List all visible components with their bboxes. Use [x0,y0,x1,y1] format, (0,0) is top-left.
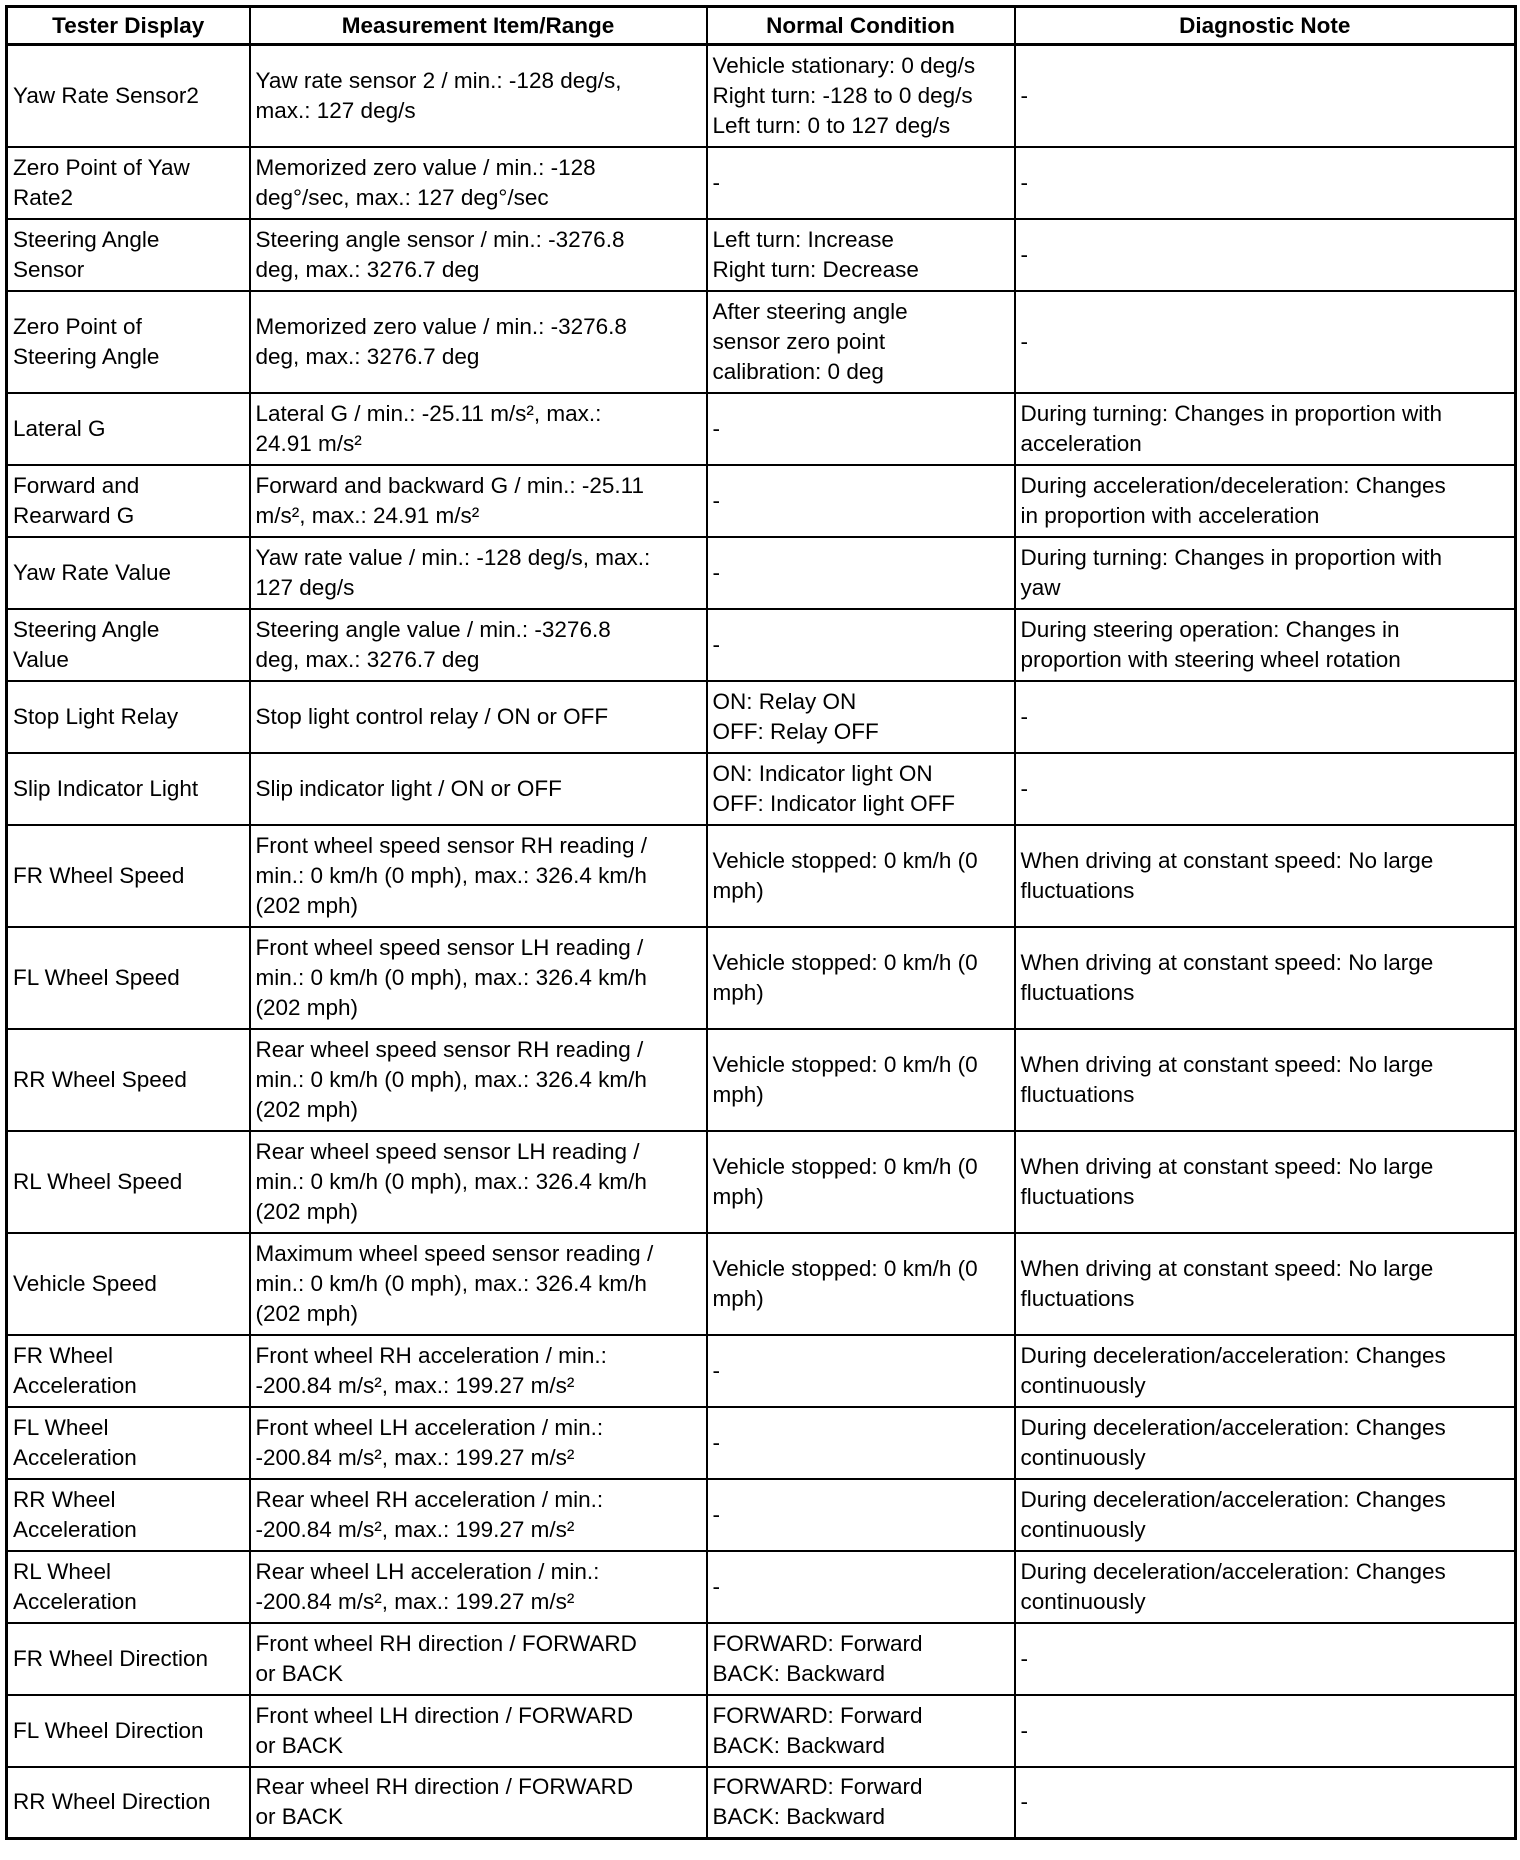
cell-measurement-item: Lateral G / min.: -25.11 m/s², max.: 24.91 m/s² [250,393,707,465]
cell-normal-condition: Vehicle stationary: 0 deg/s Right turn: -128 to 0 deg/s Left turn: 0 to 127 deg/s [707,45,1015,147]
table-row [7,291,1516,393]
cell-diagnostic-note: During turning: Changes in proportion with acceleration [1015,393,1516,465]
cell-measurement-item: Rear wheel RH direction / FORWARD or BACK [250,1767,707,1839]
table-row [7,1479,1516,1551]
table-row [7,537,1516,609]
cell-diagnostic-note: When driving at constant speed: No large fluctuations [1015,1233,1516,1335]
cell-diagnostic-note: - [1015,147,1516,219]
cell-measurement-item: Front wheel RH acceleration / min.: -200.84 m/s², max.: 199.27 m/s² [250,1335,707,1407]
cell-tester-display: FR Wheel Direction [7,1623,250,1695]
cell-diagnostic-note: - [1015,753,1516,825]
table-row [7,1407,1516,1479]
cell-diagnostic-note: When driving at constant speed: No large fluctuations [1015,927,1516,1029]
cell-tester-display: Steering Angle Sensor [7,219,250,291]
cell-normal-condition: FORWARD: Forward BACK: Backward [707,1695,1015,1767]
header-measurement-item: Measurement Item/Range [250,7,707,45]
cell-tester-display: FR Wheel Speed [7,825,250,927]
cell-measurement-item: Front wheel speed sensor LH reading / min.: 0 km/h (0 mph), max.: 326.4 km/h (202 mph) [250,927,707,1029]
cell-diagnostic-note: During deceleration/acceleration: Changes continuously [1015,1335,1516,1407]
cell-normal-condition: ON: Indicator light ON OFF: Indicator light OFF [707,753,1015,825]
cell-measurement-item: Front wheel LH direction / FORWARD or BACK [250,1695,707,1767]
cell-measurement-item: Steering angle sensor / min.: -3276.8 deg, max.: 3276.7 deg [250,219,707,291]
cell-normal-condition: - [707,147,1015,219]
cell-normal-condition: - [707,393,1015,465]
table-row [7,1623,1516,1695]
table-row [7,1131,1516,1233]
cell-normal-condition: Vehicle stopped: 0 km/h (0 mph) [707,1131,1015,1233]
cell-diagnostic-note: During deceleration/acceleration: Changes continuously [1015,1551,1516,1623]
cell-tester-display: FL Wheel Direction [7,1695,250,1767]
cell-measurement-item: Forward and backward G / min.: -25.11 m/s², max.: 24.91 m/s² [250,465,707,537]
table-row [7,753,1516,825]
cell-measurement-item: Front wheel RH direction / FORWARD or BACK [250,1623,707,1695]
cell-measurement-item: Slip indicator light / ON or OFF [250,753,707,825]
cell-measurement-item: Rear wheel LH acceleration / min.: -200.84 m/s², max.: 199.27 m/s² [250,1551,707,1623]
cell-tester-display: Forward and Rearward G [7,465,250,537]
cell-normal-condition: - [707,609,1015,681]
data-list-table-container [5,5,1514,1840]
cell-diagnostic-note: - [1015,1695,1516,1767]
table-row [7,1695,1516,1767]
table-row [7,393,1516,465]
cell-diagnostic-note: During turning: Changes in proportion with yaw [1015,537,1516,609]
cell-diagnostic-note: - [1015,1623,1516,1695]
cell-tester-display: Lateral G [7,393,250,465]
cell-normal-condition: Vehicle stopped: 0 km/h (0 mph) [707,927,1015,1029]
cell-normal-condition: - [707,537,1015,609]
header-tester-display: Tester Display [7,7,250,45]
header-diagnostic-note: Diagnostic Note [1015,7,1516,45]
cell-measurement-item: Front wheel LH acceleration / min.: -200.84 m/s², max.: 199.27 m/s² [250,1407,707,1479]
cell-diagnostic-note: During deceleration/acceleration: Changes continuously [1015,1479,1516,1551]
cell-tester-display: RL Wheel Speed [7,1131,250,1233]
cell-diagnostic-note: During deceleration/acceleration: Changes continuously [1015,1407,1516,1479]
cell-normal-condition: Vehicle stopped: 0 km/h (0 mph) [707,825,1015,927]
cell-diagnostic-note: During acceleration/deceleration: Changes in proportion with acceleration [1015,465,1516,537]
cell-normal-condition: - [707,465,1015,537]
cell-normal-condition: FORWARD: Forward BACK: Backward [707,1623,1015,1695]
cell-tester-display: RL Wheel Acceleration [7,1551,250,1623]
cell-tester-display: FR Wheel Acceleration [7,1335,250,1407]
cell-tester-display: FL Wheel Acceleration [7,1407,250,1479]
table-body [7,45,1516,1839]
cell-measurement-item: Rear wheel speed sensor LH reading / min.: 0 km/h (0 mph), max.: 326.4 km/h (202 mph) [250,1131,707,1233]
table-row [7,1335,1516,1407]
cell-normal-condition: - [707,1335,1015,1407]
cell-tester-display: Slip Indicator Light [7,753,250,825]
cell-diagnostic-note: - [1015,681,1516,753]
cell-diagnostic-note: When driving at constant speed: No large fluctuations [1015,1029,1516,1131]
cell-tester-display: Vehicle Speed [7,1233,250,1335]
cell-diagnostic-note: - [1015,219,1516,291]
table-row [7,1029,1516,1131]
table-row [7,825,1516,927]
cell-tester-display: RR Wheel Acceleration [7,1479,250,1551]
cell-normal-condition: - [707,1479,1015,1551]
cell-diagnostic-note: When driving at constant speed: No large fluctuations [1015,1131,1516,1233]
cell-normal-condition: - [707,1551,1015,1623]
cell-tester-display: Yaw Rate Sensor2 [7,45,250,147]
cell-measurement-item: Rear wheel RH acceleration / min.: -200.84 m/s², max.: 199.27 m/s² [250,1479,707,1551]
cell-normal-condition: ON: Relay ON OFF: Relay OFF [707,681,1015,753]
table-row [7,681,1516,753]
cell-measurement-item: Memorized zero value / min.: -128 deg°/sec, max.: 127 deg°/sec [250,147,707,219]
table-row [7,1767,1516,1839]
cell-diagnostic-note: When driving at constant speed: No large fluctuations [1015,825,1516,927]
table-row [7,147,1516,219]
table-row [7,927,1516,1029]
cell-measurement-item: Yaw rate sensor 2 / min.: -128 deg/s, max.: 127 deg/s [250,45,707,147]
cell-diagnostic-note: During steering operation: Changes in proportion with steering wheel rotation [1015,609,1516,681]
header-normal-condition: Normal Condition [707,7,1015,45]
cell-tester-display: Zero Point of Yaw Rate2 [7,147,250,219]
cell-measurement-item: Rear wheel speed sensor RH reading / min.: 0 km/h (0 mph), max.: 326.4 km/h (202 mph) [250,1029,707,1131]
cell-tester-display: Zero Point of Steering Angle [7,291,250,393]
cell-measurement-item: Steering angle value / min.: -3276.8 deg, max.: 3276.7 deg [250,609,707,681]
cell-measurement-item: Memorized zero value / min.: -3276.8 deg, max.: 3276.7 deg [250,291,707,393]
cell-tester-display: Stop Light Relay [7,681,250,753]
table-row [7,45,1516,147]
cell-normal-condition: After steering angle sensor zero point calibration: 0 deg [707,291,1015,393]
cell-tester-display: FL Wheel Speed [7,927,250,1029]
table-header-row [7,7,1516,45]
cell-tester-display: RR Wheel Direction [7,1767,250,1839]
cell-normal-condition: - [707,1407,1015,1479]
cell-tester-display: Steering Angle Value [7,609,250,681]
cell-normal-condition: Vehicle stopped: 0 km/h (0 mph) [707,1029,1015,1131]
data-list-table [5,5,1517,1840]
cell-normal-condition: FORWARD: Forward BACK: Backward [707,1767,1015,1839]
table-row [7,1233,1516,1335]
cell-tester-display: Yaw Rate Value [7,537,250,609]
table-row [7,465,1516,537]
cell-normal-condition: Left turn: Increase Right turn: Decrease [707,219,1015,291]
cell-measurement-item: Maximum wheel speed sensor reading / min.: 0 km/h (0 mph), max.: 326.4 km/h (202 mph) [250,1233,707,1335]
cell-tester-display: RR Wheel Speed [7,1029,250,1131]
cell-diagnostic-note: - [1015,291,1516,393]
cell-measurement-item: Yaw rate value / min.: -128 deg/s, max.: 127 deg/s [250,537,707,609]
table-row [7,609,1516,681]
cell-diagnostic-note: - [1015,45,1516,147]
cell-normal-condition: Vehicle stopped: 0 km/h (0 mph) [707,1233,1015,1335]
cell-measurement-item: Front wheel speed sensor RH reading / min.: 0 km/h (0 mph), max.: 326.4 km/h (202 mph) [250,825,707,927]
table-row [7,219,1516,291]
cell-diagnostic-note: - [1015,1767,1516,1839]
cell-measurement-item: Stop light control relay / ON or OFF [250,681,707,753]
table-row [7,1551,1516,1623]
